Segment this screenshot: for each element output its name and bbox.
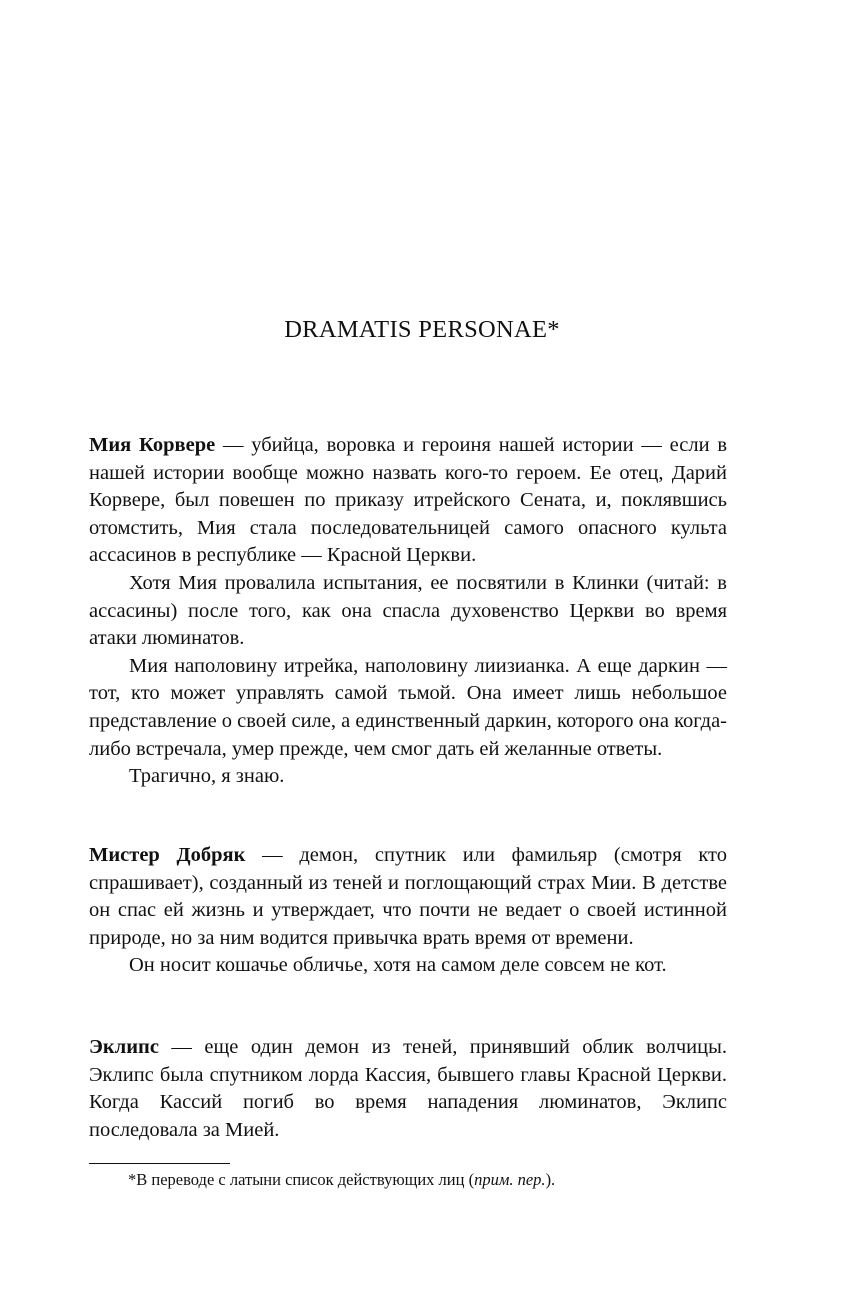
character-entry-eclipse bbox=[89, 1034, 727, 1144]
entry-paragraph: Хотя Мия провалила испытания, ее посвятили в Клинки (читай: в ассасины) после того, как она спасла духовенство Церкви во время атаки люминатов. bbox=[89, 571, 727, 650]
entry-paragraph: Он носит кошачье обличье, хотя на самом деле совсем не кот. bbox=[129, 954, 667, 977]
character-entry-mia bbox=[89, 432, 727, 791]
footnote-marker: * bbox=[128, 1170, 137, 1189]
footnote-divider bbox=[89, 1163, 230, 1164]
entry-paragraph bbox=[89, 842, 727, 952]
character-description: — еще один демон из теней, принявший облик волчицы. Эклипс была спутником лорда Кассия, бывшего главы Красной Церкви. Когда Кассий погиб во время нападения люминатов, Эклипс последовала за Мией. bbox=[89, 1036, 727, 1141]
footnote-note: прим. пер. bbox=[474, 1170, 546, 1189]
character-name: Мия Корвере bbox=[89, 434, 216, 456]
footnote-text: В переводе с латыни список действующих лиц ( bbox=[136, 1170, 475, 1189]
page-title: DRAMATIS PERSONAE* bbox=[284, 316, 560, 343]
footnote-close: ). bbox=[545, 1170, 556, 1189]
character-description: — убийца, воровка и героиня нашей истории — если в нашей истории вообще можно назвать кого-то героем. Ее отец, Дарий Корвере, был повешен по приказу итрейского Сената, и, поклявшись отомстить, Мия стала последовательницей самого опасного культа ассасинов в республике — Красной Церкви. bbox=[89, 434, 727, 567]
character-name: Мистер Добряк bbox=[89, 844, 246, 866]
entry-paragraph: Мия наполовину итрейка, наполовину лиизианка. А еще даркин — тот, кто может управлять самой тьмой. Она имеет лишь небольшое представление о своей силе, а единственный даркин, которого она когда-либо встречала, умер прежде, чем смог дать ей желанные ответы. bbox=[89, 654, 727, 760]
entry-paragraph bbox=[89, 432, 727, 570]
footnote bbox=[128, 1168, 728, 1192]
character-entry-mister-kindly bbox=[89, 842, 727, 980]
entry-paragraph bbox=[89, 1034, 727, 1144]
entry-paragraph: Трагично, я знаю. bbox=[129, 765, 285, 788]
character-description: — демон, спутник или фамильяр (смотря кто спрашивает), созданный из теней и поглощающий страх Мии. В детстве он спас ей жизнь и утверждает, что почти не ведает о своей истинной природе, но за ним водится привычка врать время от времени. bbox=[89, 844, 727, 949]
character-name: Эклипс bbox=[89, 1036, 159, 1058]
